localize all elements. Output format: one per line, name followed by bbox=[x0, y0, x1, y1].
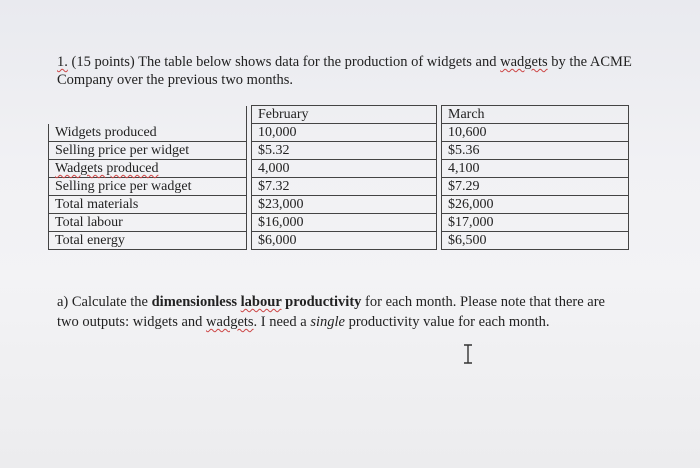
sub-question-wadgets: wadgets bbox=[206, 314, 254, 330]
question-number: 1. bbox=[57, 54, 68, 70]
row-label: Total materials bbox=[49, 196, 247, 214]
february-value: $23,000 bbox=[252, 196, 437, 214]
february-value: $6,000 bbox=[252, 232, 437, 250]
wadgets-word: wadgets bbox=[500, 54, 548, 70]
production-table bbox=[48, 105, 629, 250]
march-value: $7.29 bbox=[442, 178, 629, 196]
row-label: Selling price per widget bbox=[49, 142, 247, 160]
question-1-text bbox=[57, 53, 657, 89]
sub-question-bold-1: dimensionless bbox=[151, 294, 241, 310]
question-text-part1: (15 points) The table below shows data for the production of widgets and bbox=[67, 54, 501, 70]
question-text-part2: by the ACME Company over the previous two months. bbox=[57, 54, 632, 88]
text-cursor-icon bbox=[462, 344, 474, 364]
row-label: Total labour bbox=[49, 214, 247, 232]
table-row bbox=[49, 160, 629, 178]
sub-question-mid2: . I need a bbox=[253, 314, 311, 330]
february-value: $5.32 bbox=[252, 142, 437, 160]
sub-question-italic: single bbox=[310, 314, 345, 330]
table-row bbox=[49, 142, 629, 160]
row-label: Selling price per wadget bbox=[55, 179, 192, 194]
table-row bbox=[49, 214, 629, 232]
sub-question-mid: for each month. Please note that there are two outputs: widgets and bbox=[57, 294, 605, 330]
sub-question-a bbox=[57, 292, 627, 332]
table-row bbox=[49, 124, 629, 142]
sub-question-bold-labour: labour bbox=[240, 294, 282, 310]
march-value: 4,100 bbox=[442, 160, 629, 178]
row-label: Total energy bbox=[49, 232, 247, 250]
row-label: Wadgets produced bbox=[55, 161, 159, 176]
sub-question-prefix: a) Calculate the bbox=[57, 294, 152, 310]
march-value: $17,000 bbox=[442, 214, 629, 232]
february-value: 10,000 bbox=[252, 124, 437, 142]
february-value: 4,000 bbox=[252, 160, 437, 178]
march-value: 10,600 bbox=[442, 124, 629, 142]
sub-question-suffix: productivity value for each month. bbox=[344, 314, 550, 330]
row-label: Widgets produced bbox=[49, 124, 247, 142]
march-value: $26,000 bbox=[442, 196, 629, 214]
sub-question-bold-2: productivity bbox=[281, 294, 362, 310]
february-value: $16,000 bbox=[252, 214, 437, 232]
column-header-february: February bbox=[252, 106, 437, 124]
march-value: $5.36 bbox=[442, 142, 629, 160]
table-row bbox=[49, 232, 629, 250]
february-value: $7.32 bbox=[252, 178, 437, 196]
march-value: $6,500 bbox=[442, 232, 629, 250]
table-row bbox=[49, 178, 629, 196]
table-header-row bbox=[49, 106, 629, 124]
column-header-march: March bbox=[442, 106, 629, 124]
table-row bbox=[49, 196, 629, 214]
